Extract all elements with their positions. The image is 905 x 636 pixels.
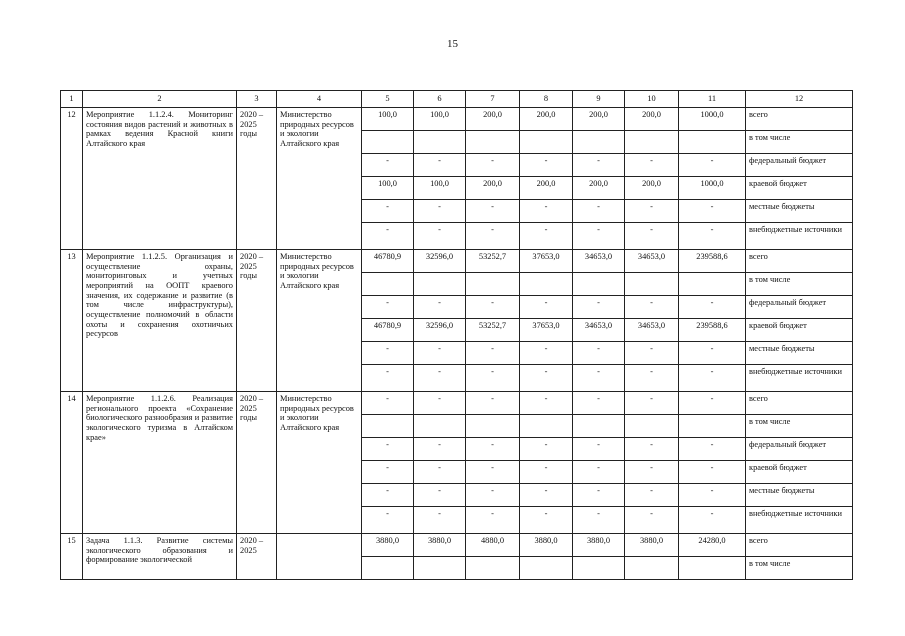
value-cell: 1000,0 [679, 177, 746, 200]
value-cell [466, 415, 520, 438]
value-cell: - [414, 365, 466, 392]
value-cell: 34653,0 [625, 319, 679, 342]
measure-description: Мероприятие 1.1.2.5. Организация и осуществление охраны, мониторинговых и учетных мероприятий на ООПТ краевого значения, их содержание и развитие (в том числе инфраструктуры), осуществление полномочий в области охоты и сохранения охотничьих ресурсов [83, 250, 237, 392]
row-number: 13 [61, 250, 83, 392]
value-cell [625, 415, 679, 438]
value-cell: - [520, 365, 573, 392]
value-cell [362, 273, 414, 296]
value-cell: 200,0 [573, 108, 625, 131]
funding-source: в том числе [746, 273, 853, 296]
funding-source: в том числе [746, 557, 853, 580]
funding-source: краевой бюджет [746, 461, 853, 484]
value-cell: - [466, 507, 520, 534]
header-cell: 11 [679, 91, 746, 108]
value-cell [679, 557, 746, 580]
value-cell: 200,0 [520, 108, 573, 131]
measure-description: Мероприятие 1.1.2.4. Мониторинг состояния видов растений и животных в рамках ведения Красной книги Алтайского края [83, 108, 237, 250]
value-cell: - [362, 342, 414, 365]
funding-source: всего [746, 392, 853, 415]
responsible-executor: Министерство природных ресурсов и экологии Алтайского края [277, 250, 362, 392]
responsible-executor: Министерство природных ресурсов и экологии Алтайского края [277, 108, 362, 250]
value-cell: - [362, 392, 414, 415]
value-cell: 37653,0 [520, 250, 573, 273]
value-cell: - [679, 342, 746, 365]
funding-source: в том числе [746, 415, 853, 438]
value-cell: - [679, 507, 746, 534]
value-cell: 200,0 [520, 177, 573, 200]
value-cell: - [466, 223, 520, 250]
implementation-period: 2020 – 2025 годы [237, 250, 277, 392]
value-cell: 32596,0 [414, 319, 466, 342]
value-cell [520, 273, 573, 296]
value-cell: - [679, 223, 746, 250]
value-cell: - [520, 200, 573, 223]
value-cell: - [573, 342, 625, 365]
value-cell: - [520, 507, 573, 534]
funding-source: всего [746, 108, 853, 131]
implementation-period: 2020 – 2025 годы [237, 108, 277, 250]
value-cell: 24280,0 [679, 534, 746, 557]
value-cell: 3880,0 [414, 534, 466, 557]
funding-source: внебюджетные источники [746, 365, 853, 392]
value-cell: 3880,0 [625, 534, 679, 557]
funding-source: местные бюджеты [746, 200, 853, 223]
implementation-period: 2020 – 2025 годы [237, 392, 277, 534]
funding-source: краевой бюджет [746, 177, 853, 200]
value-cell: - [362, 438, 414, 461]
value-cell: - [520, 154, 573, 177]
value-cell: - [414, 438, 466, 461]
value-cell [414, 131, 466, 154]
value-cell: - [466, 200, 520, 223]
value-cell: 46780,9 [362, 250, 414, 273]
value-cell [625, 131, 679, 154]
value-cell: - [414, 484, 466, 507]
table-body [61, 108, 853, 580]
value-cell: - [362, 365, 414, 392]
value-cell: 34653,0 [625, 250, 679, 273]
value-cell [362, 415, 414, 438]
responsible-executor [277, 534, 362, 580]
value-cell [362, 131, 414, 154]
value-cell: - [362, 296, 414, 319]
header-cell: 2 [83, 91, 237, 108]
header-cell: 4 [277, 91, 362, 108]
value-cell [573, 557, 625, 580]
value-cell [414, 273, 466, 296]
value-cell: - [625, 200, 679, 223]
value-cell: 200,0 [625, 177, 679, 200]
value-cell: - [362, 507, 414, 534]
value-cell: - [520, 296, 573, 319]
header-cell: 9 [573, 91, 625, 108]
funding-source: местные бюджеты [746, 342, 853, 365]
value-cell: 100,0 [414, 108, 466, 131]
value-cell: 46780,9 [362, 319, 414, 342]
value-cell: 37653,0 [520, 319, 573, 342]
value-cell: 53252,7 [466, 250, 520, 273]
funding-source: федеральный бюджет [746, 154, 853, 177]
funding-source: федеральный бюджет [746, 296, 853, 319]
value-cell: - [466, 484, 520, 507]
value-cell: - [625, 296, 679, 319]
value-cell: - [625, 342, 679, 365]
budget-table [60, 90, 853, 580]
value-cell: 200,0 [466, 177, 520, 200]
measure-description: Задача 1.1.3. Развитие системы экологического образования и формирование экологической [83, 534, 237, 580]
value-cell: - [520, 484, 573, 507]
table-row [61, 108, 853, 131]
value-cell: 4880,0 [466, 534, 520, 557]
header-cell: 1 [61, 91, 83, 108]
value-cell: - [679, 461, 746, 484]
value-cell: 100,0 [414, 177, 466, 200]
row-number: 14 [61, 392, 83, 534]
value-cell: 3880,0 [573, 534, 625, 557]
value-cell: 53252,7 [466, 319, 520, 342]
value-cell: - [466, 461, 520, 484]
table-row [61, 392, 853, 415]
funding-source: всего [746, 250, 853, 273]
value-cell: - [414, 296, 466, 319]
value-cell: - [573, 223, 625, 250]
value-cell: - [362, 154, 414, 177]
value-cell: 239588,6 [679, 319, 746, 342]
value-cell: - [520, 392, 573, 415]
value-cell: - [520, 342, 573, 365]
header-cell: 5 [362, 91, 414, 108]
value-cell: 100,0 [362, 108, 414, 131]
value-cell: - [362, 200, 414, 223]
value-cell: - [414, 342, 466, 365]
value-cell: - [520, 438, 573, 461]
value-cell: - [679, 296, 746, 319]
value-cell: - [466, 342, 520, 365]
value-cell: - [625, 392, 679, 415]
value-cell: - [362, 461, 414, 484]
value-cell: - [625, 438, 679, 461]
implementation-period: 2020 – 2025 [237, 534, 277, 580]
value-cell: - [520, 223, 573, 250]
funding-source: в том числе [746, 131, 853, 154]
value-cell [679, 273, 746, 296]
funding-source: федеральный бюджет [746, 438, 853, 461]
header-cell: 12 [746, 91, 853, 108]
funding-source: внебюджетные источники [746, 507, 853, 534]
value-cell: - [414, 200, 466, 223]
value-cell: - [414, 461, 466, 484]
funding-source: краевой бюджет [746, 319, 853, 342]
table-row [61, 250, 853, 273]
value-cell [573, 273, 625, 296]
value-cell: - [414, 507, 466, 534]
value-cell: - [625, 484, 679, 507]
value-cell: - [466, 296, 520, 319]
funding-source: всего [746, 534, 853, 557]
value-cell: 200,0 [625, 108, 679, 131]
value-cell [414, 415, 466, 438]
value-cell: - [625, 223, 679, 250]
value-cell [520, 131, 573, 154]
value-cell: - [573, 484, 625, 507]
header-cell: 7 [466, 91, 520, 108]
value-cell: - [573, 365, 625, 392]
header-cell: 6 [414, 91, 466, 108]
value-cell: - [573, 461, 625, 484]
value-cell: - [625, 154, 679, 177]
responsible-executor: Министерство природных ресурсов и экологии Алтайского края [277, 392, 362, 534]
value-cell: - [573, 392, 625, 415]
value-cell: - [414, 392, 466, 415]
value-cell: 200,0 [573, 177, 625, 200]
value-cell: - [466, 392, 520, 415]
value-cell [573, 131, 625, 154]
value-cell: 34653,0 [573, 319, 625, 342]
value-cell [466, 131, 520, 154]
value-cell: - [520, 461, 573, 484]
value-cell: - [573, 507, 625, 534]
value-cell [466, 273, 520, 296]
value-cell: - [362, 223, 414, 250]
value-cell [414, 557, 466, 580]
value-cell [362, 557, 414, 580]
value-cell: - [679, 484, 746, 507]
value-cell: 32596,0 [414, 250, 466, 273]
value-cell: - [573, 154, 625, 177]
value-cell: 200,0 [466, 108, 520, 131]
header-row [61, 91, 853, 108]
value-cell: - [414, 154, 466, 177]
value-cell: - [362, 484, 414, 507]
value-cell: - [679, 365, 746, 392]
value-cell [520, 557, 573, 580]
value-cell [625, 273, 679, 296]
row-number: 15 [61, 534, 83, 580]
value-cell: 100,0 [362, 177, 414, 200]
value-cell: - [414, 223, 466, 250]
header-cell: 3 [237, 91, 277, 108]
value-cell: 3880,0 [362, 534, 414, 557]
value-cell: 239588,6 [679, 250, 746, 273]
table-row [61, 534, 853, 557]
funding-source: внебюджетные источники [746, 223, 853, 250]
value-cell [520, 415, 573, 438]
value-cell [466, 557, 520, 580]
value-cell: - [625, 507, 679, 534]
value-cell: - [573, 438, 625, 461]
value-cell: - [679, 392, 746, 415]
value-cell [625, 557, 679, 580]
measure-description: Мероприятие 1.1.2.6. Реализация регионального проекта «Сохранение биологического разнообразия и развитие экологического туризма в Алтайском крае» [83, 392, 237, 534]
value-cell: - [573, 296, 625, 319]
value-cell: - [625, 365, 679, 392]
value-cell: - [679, 200, 746, 223]
funding-source: местные бюджеты [746, 484, 853, 507]
value-cell: 34653,0 [573, 250, 625, 273]
page-number: 15 [447, 38, 458, 50]
value-cell [573, 415, 625, 438]
value-cell: - [466, 438, 520, 461]
value-cell: - [573, 200, 625, 223]
value-cell: - [466, 365, 520, 392]
header-cell: 8 [520, 91, 573, 108]
row-number: 12 [61, 108, 83, 250]
value-cell: - [679, 154, 746, 177]
value-cell [679, 131, 746, 154]
value-cell: - [679, 438, 746, 461]
value-cell: 3880,0 [520, 534, 573, 557]
value-cell [679, 415, 746, 438]
value-cell: - [466, 154, 520, 177]
value-cell: - [625, 461, 679, 484]
header-cell: 10 [625, 91, 679, 108]
value-cell: 1000,0 [679, 108, 746, 131]
